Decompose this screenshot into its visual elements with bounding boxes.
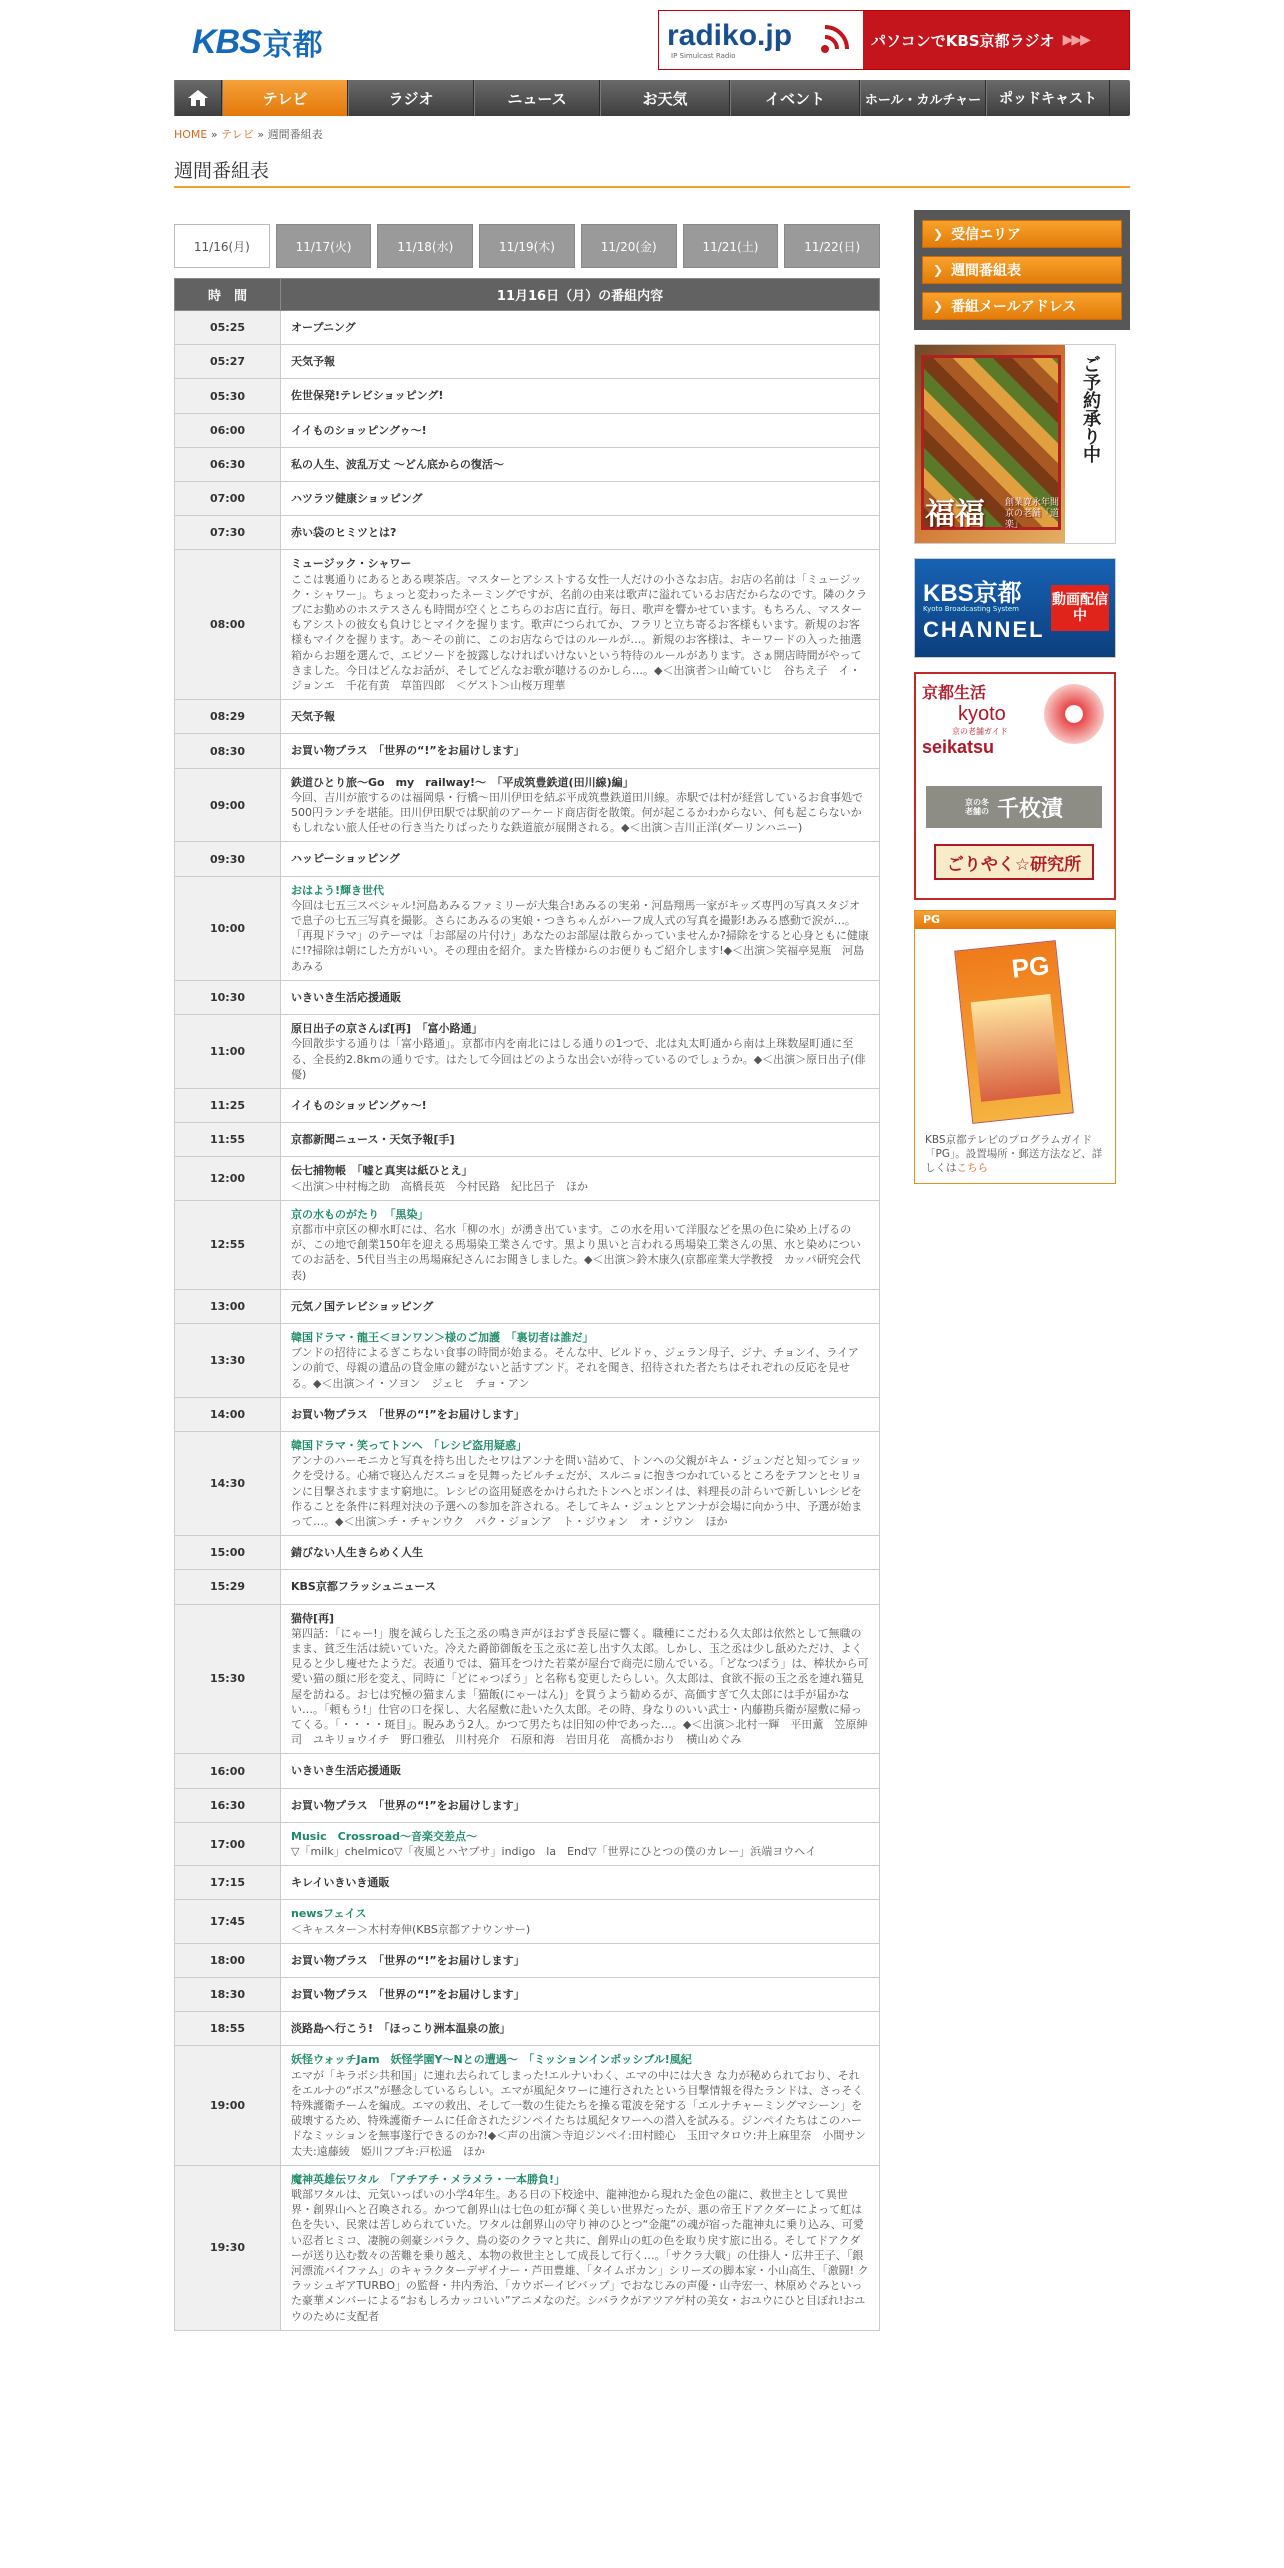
program-title: 天気予報 [291,355,335,369]
program-title: お買い物プラス 「世界の“!”をお届けします」 [291,744,525,758]
program-title: 鉄道ひとり旅～Go my railway!～ 「平成筑豊鉄道(田川線)編」 [291,775,634,789]
table-row [175,1015,880,1089]
banner-fukufuku-sub: 創業寛永年間 京の老舗「道楽」 [1005,498,1060,530]
program-title: 伝七捕物帳 「嘘と真実は紙ひとえ」 [291,1164,473,1178]
program-time: 11:00 [175,1015,281,1089]
logo-kyoto-text: 京都 [262,28,323,63]
tab-day-2[interactable]: 11/17(火) [276,224,372,268]
program-time: 10:30 [175,980,281,1014]
table-row [175,842,880,876]
sidebar-menu [914,210,1130,330]
program-time: 15:00 [175,1536,281,1570]
table-row [175,768,880,842]
program-content [281,1323,880,1397]
program-title: 私の人生、波乱万丈 ～どん底からの復活～ [291,457,504,471]
program-description: 京都市中京区の柳水町には、名水「柳の水」が湧き出ています。この水を用いて洋服などを黒の色に染め上げるのが、この地で創業150年を迎える馬場染工業さんです。黒より黒いと言われる馬場染工業さんの黒、水と染めについてのお話を、5代目当主の馬場麻紀さんにお聞きしました。◆＜出演＞鈴木康久(京都産業大学教授 カッパ研究会代表) [291,1222,861,1282]
program-content [281,980,880,1014]
program-title: お買い物プラス 「世界の“!”をお届けします」 [291,1407,525,1421]
program-content [281,768,880,842]
program-content [281,1123,880,1157]
banner-fukufuku-vertical [1065,345,1115,543]
program-content [281,1397,880,1431]
nav-event[interactable]: イベント [730,80,860,116]
table-row [175,734,880,768]
nav-weather[interactable]: お天気 [600,80,730,116]
table-header-row [175,279,880,311]
pg-box [914,910,1116,1184]
program-time: 11:25 [175,1088,281,1122]
program-title: ハッピーショッピング [291,852,400,866]
banner-seikatsu-l4: seikatsu [922,737,995,757]
nav-news[interactable]: ニュース [474,80,600,116]
program-content [281,2046,880,2165]
program-title: 京都新聞ニュース・天気予報[手] [291,1133,455,1147]
tab-day-4[interactable]: 11/19(木) [479,224,575,268]
banner-video-badge: 動画配信中 [1051,585,1109,631]
program-content [281,379,880,413]
program-description: エマが「キラボシ共和国」に連れ去られてしまった!エルナいわく、エマの中には大き な力が秘められており、それをエルナの“ボス”が懸念しているらしい。エマが風紀タワーに連行されたという目撃情報を得たランドは、さっそく特殊護衛チームを編成。エマの救出、そして一数の生徒たちを操る電波を発する「エルナチャーミングマシーン」を破壊するため、特殊護衛チームに任命されたジンペイたちは風紀タワーへの潜入を試みる。ジンペイたちはこのハードなミッションを無事遂行できるのか?!◆＜声の出演＞寺迫ジンペイ:田村睦心 玉田マタロウ:井上麻里奈 小間サン太夫:遠藤綾 姫川フブキ:戸松遥 ほか [291,2068,866,2158]
table-row [175,447,880,481]
program-content [281,550,880,700]
schedule-table [174,278,880,2331]
sidebar-weekly-schedule[interactable] [922,256,1122,284]
table-row [175,379,880,413]
program-title: お買い物プラス 「世界の“!”をお届けします」 [291,1988,525,2002]
banner-senmaizuke-small: 京の冬 老舗の [964,798,989,816]
program-time: 18:00 [175,1943,281,1977]
program-time: 10:00 [175,876,281,980]
program-content [281,345,880,379]
tab-day-1[interactable]: 11/16(月) [174,224,270,268]
program-title[interactable]: 京の水ものがたり 「黒染」 [291,1207,429,1221]
program-content [281,1978,880,2012]
chevron-right-icon: ❯ [933,299,944,313]
program-content [281,1536,880,1570]
program-time: 07:30 [175,516,281,550]
program-time: 09:30 [175,842,281,876]
pg-magazine-cover [954,940,1074,1124]
program-content [281,482,880,516]
table-row [175,482,880,516]
sidebar-item-label: 受信エリア [951,227,1022,243]
nav-home[interactable] [174,80,222,116]
pg-header: PG [915,911,1115,929]
tab-day-7[interactable]: 11/22(日) [784,224,880,268]
program-title[interactable]: 妖怪ウォッチJam 妖怪学園Y～Nとの遭遇～ 「ミッションインポッシブル!風紀 [291,2053,692,2067]
table-row [175,550,880,700]
table-row [175,516,880,550]
table-row [175,1088,880,1122]
program-time: 17:45 [175,1900,281,1943]
banner-channel-text: CHANNEL [923,617,1045,642]
program-content [281,1866,880,1900]
program-title: キレイいきいき通販 [291,1876,390,1890]
program-time: 12:55 [175,1200,281,1289]
program-time: 14:30 [175,1431,281,1535]
chevron-right-icon: ❯ [933,263,944,277]
table-row [175,1289,880,1323]
nav-podcast[interactable]: ポッドキャスト [986,80,1110,116]
program-time: 06:30 [175,447,281,481]
table-row [175,1157,880,1200]
breadcrumb-tv[interactable]: テレビ [221,128,254,141]
radiko-title: radiko.jp [667,19,793,52]
program-time: 16:30 [175,1788,281,1822]
program-time: 05:27 [175,345,281,379]
program-time: 19:00 [175,2046,281,2165]
banner-kbs-channel[interactable] [914,558,1116,658]
table-row [175,413,880,447]
table-row [175,1978,880,2012]
program-title[interactable]: Music Crossroad～音楽交差点～ [291,1829,478,1843]
nav-hall-culture[interactable]: ホール・カルチャー [860,80,986,116]
banner-kbs-text: KBS京都 [923,580,1022,607]
program-description: 第四話：「にゃー!」腹を減らした玉之丞の鳴き声がほおずき長屋に響く。職種にこだわる久太郎は依然として無職のまま、貧乏生活は続いていた。冷えた爵節御飯を玉之丞に差し出す久太郎。しかし、玉之丞は少し舐めただけ、よく見ると少し痩せたようだ。表通りでは、猫耳をつけた若菜が屋台で商売に励んでいる。「どなつぼう」は、棒状から可愛い猫の顔に形を変え、同時に「どにゃつぼう」と名称も変更したらしい。久太郎は、食欲不振の玉之丞を連れ猫見屋を訪ねる。お七は究極の猫まんま「猫飯(にゃーはん)」を買うよう勧めるが、高価すぎて久太郎には手が届かない…。「頼もう!」仕官の口を探し、大名屋敷に赴いた久太郎。その時、身なりのいい武士・内藤勘兵衛が屋敷に帰ってくる。「・・・・斑目」。睨みあう2人。かつて男たちは旧知の仲であった…。◆＜出演＞北村一輝 平田薫 笠原紳司 ユキリョウイチ 野口雅弘 川村亮介 石原和海 岩田月花 高橋かおり 横山めぐみ [291,1626,869,1747]
program-time: 19:30 [175,2165,281,2330]
banner-kyoto-seikatsu[interactable] [914,672,1116,900]
breadcrumb-current: 週間番組表 [267,128,323,141]
breadcrumb-home[interactable]: HOME [174,128,208,141]
table-row [175,1431,880,1535]
program-content [281,1088,880,1122]
program-title: 淡路島へ行こう! 「ほっこり洲本温泉の旅」 [291,2022,511,2036]
program-content [281,516,880,550]
program-content [281,413,880,447]
program-title: 猫侍[再] [291,1611,335,1625]
program-content [281,1900,880,1943]
main-nav [174,80,1130,116]
banner-seikatsu-l2: kyoto [958,703,1006,725]
program-content [281,876,880,980]
tab-day-3[interactable]: 11/18(水) [377,224,473,268]
pg-link[interactable]: こちら [956,1162,988,1174]
table-row [175,1123,880,1157]
table-row [175,1536,880,1570]
program-time: 08:30 [175,734,281,768]
program-description: ここは裏通りにあるとある喫茶店。マスターとアシストする女性一人だけの小さなお店。お店の名前は「ミュージック・シャワー」。ちょっと変わったネーミングですが、名前の由来は歌声に溢れているお店だからなのです。隣のクラブにお勤めのホステスさんも時間が空くとこちらのお店に直行。毎日、歌声を響かせています。もちろん、マスターもアシストの彼女も負けじとマイクを握ります。歌声につられてか、フラリと立ち寄るお客様もいます。新規のお客様もマイクを握ります。あ～その前に、このお店ならではのルールが…。新規のお客様は、キーワードの入った抽選箱からお題を選んで、エピソードを披露しなければいけないという特待のルールがあります。さぁ開店時間がやってきました。今日はどんなお話が、そしてどんなお歌が聴けるのかしら…。◆＜出演者＞山崎ていじ 谷ちえ子 イ・ジョンエ 千花有黄 草笛四郎 ＜ゲスト＞山桜万理華 [291,572,868,693]
program-time: 09:00 [175,768,281,842]
schedule-body [175,311,880,2331]
banner-kbs-sub: Kyoto Broadcasting System [923,605,1019,613]
program-title: お買い物プラス 「世界の“!”をお届けします」 [291,1798,525,1812]
table-row [175,1788,880,1822]
breadcrumb-sep: » [210,128,218,141]
table-row [175,1570,880,1604]
program-title: イイものショッピングゥ～! [291,423,427,437]
program-time: 14:00 [175,1397,281,1431]
house-icon [187,89,209,107]
table-row [175,1323,880,1397]
breadcrumb [174,126,323,142]
program-content [281,1788,880,1822]
table-row [175,1900,880,1943]
program-time: 18:30 [175,1978,281,2012]
pg-text: KBS京都テレビのプログラムガイド「PG」。設置場所・郵送方法など、詳しくは [925,1134,1103,1174]
program-title[interactable]: newsフェイス [291,1907,367,1921]
program-title: いきいき生活応援通販 [291,1764,401,1778]
table-row [175,1822,880,1865]
radiko-pc-text [863,11,1129,69]
program-time: 16:00 [175,1754,281,1788]
program-title: 原日出子の京さんぽ[再] 「富小路通」 [291,1022,483,1036]
table-row [175,1754,880,1788]
program-title: ハツラツ健康ショッピング [291,492,423,506]
program-time: 08:00 [175,550,281,700]
table-row [175,1200,880,1289]
pg-magazine-image[interactable] [915,929,1115,1129]
program-title: いきいき生活応援通販 [291,990,401,1004]
program-content [281,1157,880,1200]
program-description: 今回散歩する通りは「富小路通」。京都市内を南北にはしる通りの1つで、北は丸太町通から南は上珠数屋町通に至る、全長約2.8kmの通りです。はたして今回はどのような出会いが待っているのでしょうか。◆＜出演＞原日出子(俳優) [291,1037,866,1081]
program-time: 06:00 [175,413,281,447]
table-row [175,1866,880,1900]
table-row [175,2046,880,2165]
nav-tv[interactable]: テレビ [222,80,348,116]
pg-magazine-photo [971,994,1061,1102]
table-row [175,311,880,345]
program-time: 08:29 [175,700,281,734]
radio-wave-icon [819,21,853,55]
program-time: 13:00 [175,1289,281,1323]
program-description: 今回、吉川が旅するのは福岡県・行橋～田川伊田を結ぶ平成筑豊鉄道田川線。赤駅では村が経営しているお食事処で500円ランチを堪能。田川伊田駅では駅前のアーケード商店街を散策。何が起こるかわからない、何も起こらないかもしれない旅人任せの行き当たりばったりな鉄道旅が展開される。◆＜出演＞吉川正洋(ダーリンハニー) [291,790,863,835]
sidebar-item-label: 番組メールアドレス [951,299,1077,315]
table-row [175,2165,880,2330]
sidebar-reception-area[interactable] [922,220,1122,248]
program-content [281,1754,880,1788]
banner-fukufuku-title: 福福 [925,497,985,532]
flower-icon [1044,684,1104,744]
program-title: イイものショッピングゥ～! [291,1098,427,1112]
program-content [281,2012,880,2046]
radiko-banner[interactable] [658,10,1130,70]
chevron-right-icon: ❯ [933,227,944,241]
program-time: 05:25 [175,311,281,345]
program-title: 赤い袋のヒミツとは? [291,526,397,540]
program-content [281,700,880,734]
program-content [281,1570,880,1604]
program-title[interactable]: 韓国ドラマ・龍王＜ヨンワン＞様のご加護 「裏切者は誰だ」 [291,1330,594,1344]
header-content: 11月16日（月）の番組内容 [281,279,880,311]
program-title[interactable]: おはよう!輝き世代 [291,883,385,897]
breadcrumb-sep: » [257,128,265,141]
program-content [281,447,880,481]
program-time: 12:00 [175,1157,281,1200]
header-time: 時 間 [175,279,281,311]
program-content [281,1200,880,1289]
sidebar-mail-address[interactable] [922,292,1122,320]
program-content [281,1289,880,1323]
banner-senmaizuke-text: 千枚漬 [996,796,1063,822]
banner-senmaizuke [926,786,1102,828]
program-description: ブンドの招待によるぎこちない食事の時間が始まる。そんな中、ビルドゥ、ジェラン母子、ジナ、チョンイ、ライアンの前で、母親の遺品の貸金庫の鍵がないと話すブンド。それを聞き、招待された者たちはそれぞれの反応を見せる。◆＜出演＞イ・ソヨン ジェヒ チョ・アン [291,1346,859,1390]
program-content [281,734,880,768]
logo-kbs-text: KBS [192,22,261,61]
radiko-pc-label: パソコンでKBS京都ラジオ [871,31,1055,50]
table-row [175,345,880,379]
table-row [175,876,880,980]
program-title: 天気予報 [291,710,335,724]
program-content [281,1604,880,1754]
pg-description [915,1129,1115,1183]
program-title: 元気ノ国テレビショッピング [291,1299,434,1313]
banner-vertical-text: ご予約承り中 [1080,355,1101,463]
program-title: ミュージック・シャワー [291,557,412,571]
program-time: 11:55 [175,1123,281,1157]
program-content [281,1943,880,1977]
table-row [175,1943,880,1977]
program-content [281,1431,880,1535]
program-title: 佐世保発!テレビショッピング! [291,389,444,403]
program-content [281,2165,880,2330]
table-row [175,700,880,734]
program-content [281,1015,880,1089]
banner-seikatsu-l1: 京都生活 [922,683,987,702]
program-title: 錆びない人生きらめく人生 [291,1546,423,1560]
program-description: 戦部ワタルは、元気いっぱいの小学4年生。ある日の下校途中、龍神池から現れた金色の龍に、救世主として異世界・創界山へと召喚される。かつて創界山は七色の虹が輝く美しい世界だったが、悪の帝王ドアクダーによって虹は色を失い、民衆は苦しめられていた。ワタルは創界山の守り神のひとつ“金龍”の魂が宿った龍神丸に乗り込み、可愛い忍者ヒミコ、凄腕の剣豪シバラク、鳥の姿のクラマと共に、創界山の虹の色を取り戻す旅に出る。そしてドアクダーが送り込む数々の苦難を乗り越え、本物の救世主として成長して行く…。「サクラ大戦」の仕掛人・広井王子、「銀河漂流バイファム」のキャラクターデザイナー・芦田豊雄、「タイムボカン」シリーズの脚本家・小山高生、「激闘! クラッシュギアTURBO」の監督・井内秀治、「カウボーイビバップ」でおなじみの声優・山寺宏一、林原めぐみといった豪華メンバーによる“おもしろカッコいい”アニメなのだ。シバラクがアツアゲ村の美女・おユウにひと目ぼれ!おユウのために支配者 [291,2188,869,2323]
arrows-icon: ▶▶▶ [1062,32,1089,48]
nav-radio[interactable]: ラジオ [348,80,474,116]
table-row [175,980,880,1014]
table-row [175,2012,880,2046]
program-description: ▽「milk」chelmico▽「夜風とハヤブサ」indigo la End▽「世界にひとつの僕のカレー」浜端ヨウヘイ [291,1845,817,1859]
program-time: 13:30 [175,1323,281,1397]
pg-magazine-title: PG [1010,950,1051,984]
program-description: ＜出演＞中村梅之助 高橋長英 今村民路 紀比呂子 ほか [291,1179,588,1193]
program-content [281,1822,880,1865]
table-row [175,1604,880,1754]
program-time: 15:30 [175,1604,281,1754]
day-tabs [174,224,880,268]
program-time: 17:00 [175,1822,281,1865]
program-title: お買い物プラス 「世界の“!”をお届けします」 [291,1953,525,1967]
program-time: 05:30 [175,379,281,413]
banner-fukufuku[interactable] [914,344,1116,544]
program-time: 18:55 [175,2012,281,2046]
radiko-logo [659,11,863,69]
program-title: KBS京都フラッシュニュース [291,1580,436,1594]
table-row [175,1397,880,1431]
radiko-subtitle: IP Simulcast Radio [671,52,736,60]
program-time: 07:00 [175,482,281,516]
banner-goriyaku: ごりやく☆研究所 [934,844,1094,880]
sidebar [914,210,1130,1184]
banner-seikatsu-l3: 京の老舗ガイド [952,727,1008,736]
kbs-kyoto-logo[interactable] [192,20,362,64]
program-time: 17:15 [175,1866,281,1900]
sidebar-item-label: 週間番組表 [951,263,1022,279]
program-title: オープニング [291,321,356,334]
program-description: 今回は七五三スペシャル!河島あみるファミリーが大集合!あみるの実弟・河島翔馬一家がキッズ専門の写真スタジオで息子の七五三写真を撮影。さらにあみるの実娘・つきちゃんがハーフ成人式の写真を撮影!あみる感動で涙が…。「再現ドラマ」のテーマは「お部屋の片付け」あなたのお部屋は散らかっていませんか?掃除をすると心身ともに健康に!?掃除は朝にした方がいい。その理由を紹介。また皆様からのお便りもご紹介します!◆＜出演＞笑福亭晃瓶 河島あみる [291,898,869,973]
program-time: 15:29 [175,1570,281,1604]
tab-day-5[interactable]: 11/20(金) [581,224,677,268]
tab-day-6[interactable]: 11/21(土) [683,224,779,268]
page-title: 週間番組表 [174,156,1130,188]
program-content [281,311,880,345]
program-description: ＜キャスター＞木村寿伸(KBS京都アナウンサー) [291,1922,531,1936]
program-description: アンナのハーモニカと写真を持ち出したセワはアンナを問い詰めて、トンヘの父親がキム・ジュンだと知ってショックを受ける。心痛で寝込んだスニョを見舞ったビルチェだが、スルニョに抱きつかれているところをテフンとセリョンに目撃されますます窮地に。レシピの盗用疑惑をかけられたトンヘとボンイは、料理長の計らいで新しいレシピを作ることを条件に料理対決の予選への参加を許される。そしてキム・ジュンとアンナが会場に向かう中、予選が始まって…。◆＜出演＞チ・チャンウク パク・ジョンア ト・ジウォン オ・ジウン ほか [291,1454,863,1528]
program-title[interactable]: 魔神英雄伝ワタル 「アチアチ・メラメラ・一本勝負!」 [291,2172,566,2186]
program-content [281,842,880,876]
program-title[interactable]: 韓国ドラマ・笑ってトンヘ 「レシピ盗用疑惑」 [291,1438,528,1452]
